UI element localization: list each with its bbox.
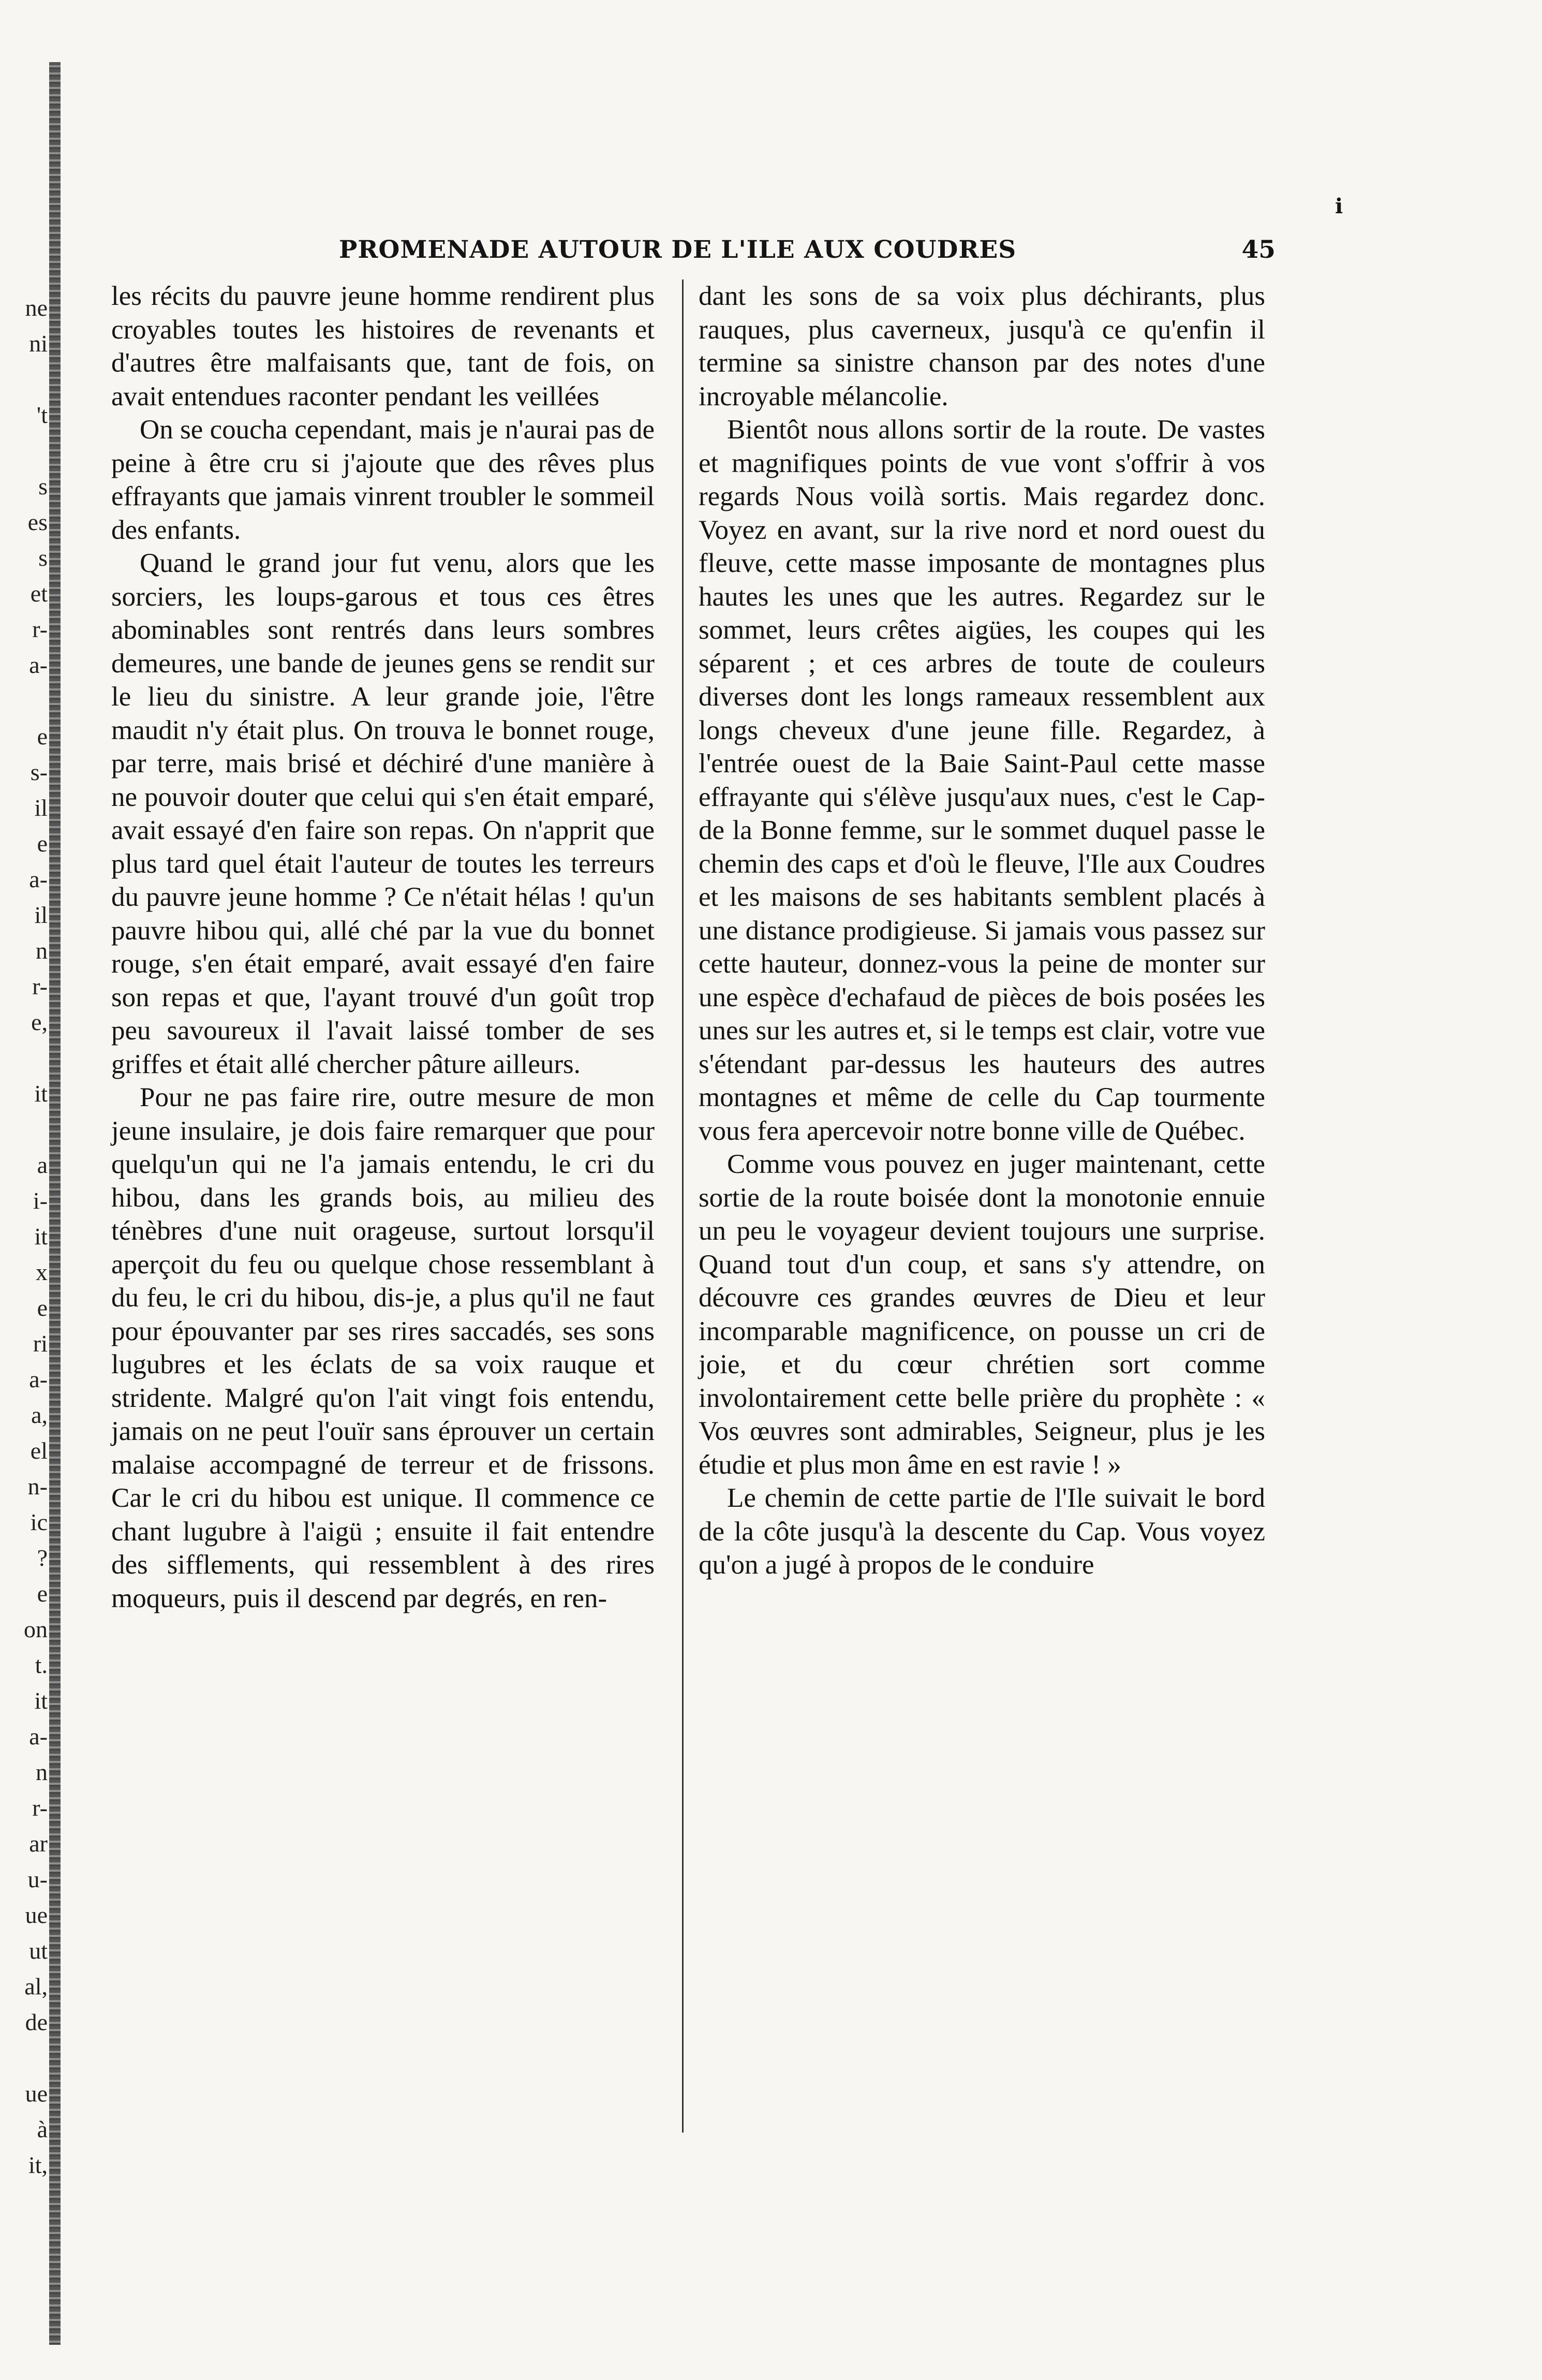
margin-fragment: s <box>38 473 48 499</box>
margin-fragment: x <box>36 1259 48 1285</box>
margin-fragment: s- <box>30 759 48 785</box>
page-number: 45 <box>1241 236 1276 264</box>
margin-fragment: ri <box>33 1330 48 1357</box>
paragraph: Quand le grand jour fut venu, alors que les sorciers, les loups-garous et tous ces êtres abominables sont rentrés dans leurs sombres demeures, une bande de jeunes gens se rendit sur le lieu du sinistre. A leur grande joie, l'être maudit n'y était plus. On trouva le bonnet rouge, par terre, mais brisé et déchiré d'une manière à ne pouvoir douter que celui qui s'en était emparé, avait essayé d'en faire son repas. On n'apprit que plus tard quel était l'auteur de toutes les terreurs du pauvre jeune homme ? Ce n'était hélas ! qu'un pauvre hibou qui, allé ché par la vue du bonnet rouge, s'en était emparé, avait essayé d'en faire son repas et que, l'ayant trouvé d'un goût trop peu savoureux il l'avait laissé tomber de ses griffes et était allé chercher pâture ailleurs. <box>111 548 655 1079</box>
margin-fragment: es <box>27 509 48 535</box>
left-column <box>111 280 655 1615</box>
margin-fragment <box>0 2040 48 2076</box>
margin-fragment: de <box>25 2009 48 2035</box>
margin-fragment: ic <box>30 1509 48 1535</box>
margin-fragment: a- <box>29 866 48 892</box>
margin-fragment: n <box>36 937 48 964</box>
margin-fragment: on <box>24 1616 48 1642</box>
margin-fragment: e, <box>31 1009 48 1035</box>
margin-fragment: et <box>30 580 48 607</box>
margin-fragment: a- <box>29 1366 48 1392</box>
margin-fragment <box>0 361 48 397</box>
margin-fragment: il <box>34 902 48 928</box>
margin-fragment: ue <box>25 1902 48 1928</box>
margin-fragment <box>0 1111 48 1147</box>
margin-fragment: s <box>38 545 48 571</box>
margin-fragment: ni <box>29 330 48 357</box>
margin-fragment: ut <box>29 1937 48 1964</box>
margin-fragment: 't <box>36 402 48 428</box>
margin-fragment <box>0 433 48 468</box>
paragraph: Pour ne pas faire rire, outre mesure de mon jeune insulaire, je dois faire remarquer que pour quelqu'un qui ne l'a jamais entendu, le cri du hibou, dans les grands bois, au milieu des ténèbres d'une nuit orageuse, surtout lorsqu'il aperçoit du feu ou quelque chose ressemblant à du feu, le cri du hibou, dis-je, a plus qu'il ne faut pour épouvanter par ses rires saccadés, ses sons lugubres et les éclats de sa voix rauque et stridente. Malgré qu'on l'ait vingt fois entendu, jamais on ne peut l'ouïr sans éprouver un certain malaise accompagné de terreur et de frissons. Car le cri du hibou est unique. Il commence ce chant lugubre à l'aigü ; ensuite il fait entendre des sifflements, qui ressemblent à des rires moqueurs, puis il descend par degrés, en ren- <box>111 1082 655 1613</box>
margin-fragment: ar <box>29 1830 48 1857</box>
paragraph: On se coucha cependant, mais je n'aurai pas de peine à être cru si j'ajoute que des rêves plus effrayants que jamais vinrent troubler le sommeil des enfants. <box>111 415 655 545</box>
paragraph: dant les sons de sa voix plus déchirants, plus rauques, plus caverneux, jusqu'à ce qu'enfin il termine sa sinistre chanson par des notes d'une incroyable mélancolie. <box>699 281 1265 412</box>
book-binding-shadow <box>49 62 61 2345</box>
margin-fragment: a- <box>29 652 48 678</box>
margin-fragment: it, <box>28 2152 48 2178</box>
paragraph: Bientôt nous allons sortir de la route. De vastes et magnifiques points de vue vont s'offrir à vos regards Nous voilà sortis. Mais regardez donc. Voyez en avant, sur la rive nord et nord ouest du fleuve, cette masse imposante de montagnes plus hautes les unes que les autres. Regardez sur le sommet, leurs crêtes aigües, les coupes qui les séparent ; et ces arbres de toute de couleurs diverses dont les longs rameaux ressemblent aux longs cheveux d'une jeune fille. Regardez, à l'entrée ouest de la Baie Saint-Paul cette masse effrayante qui s'élève jusqu'aux nues, c'est le Cap-de la Bonne femme, sur le sommet duquel passe le chemin des caps et d'où le fleuve, l'Ile aux Coudres et les maisons de ses habitants semblent placés à une distance prodigieuse. Si jamais vous passez sur cette hauteur, donnez-vous la peine de monter sur une espèce d'echafaud de pièces de bois posées les unes sur les autres et, si le temps est clair, votre vue s'étendant par-dessus les hauteurs des autres montagnes et même de celle du Cap tourmente vous fera apercevoir notre bonne ville de Québec. <box>699 415 1265 1146</box>
margin-fragment: ? <box>37 1545 48 1571</box>
margin-fragment: u- <box>27 1866 48 1892</box>
margin-fragment: e <box>37 1580 48 1607</box>
corner-mark: i <box>1335 194 1343 218</box>
running-title: PROMENADE AUTOUR DE L'ILE AUX COUDRES <box>339 236 1017 264</box>
margin-fragment: e <box>37 830 48 857</box>
margin-fragment: t. <box>35 1652 48 1678</box>
margin-fragment: it <box>34 1687 48 1714</box>
margin-fragment <box>0 683 48 718</box>
margin-fragment: il <box>34 795 48 821</box>
margin-fragment: al, <box>24 1973 48 2000</box>
margin-fragment: n- <box>27 1473 48 1500</box>
margin-fragment: n <box>36 1759 48 1785</box>
margin-fragment: r- <box>32 973 48 1000</box>
margin-fragment: r- <box>32 616 48 642</box>
margin-fragment: e <box>37 1295 48 1321</box>
margin-fragment: it <box>34 1223 48 1250</box>
margin-fragment: a- <box>29 1723 48 1750</box>
running-header <box>111 236 1276 267</box>
right-column <box>699 280 1265 1582</box>
margin-fragment: r- <box>32 1795 48 1821</box>
margin-fragment: el <box>30 1437 48 1464</box>
margin-fragment: it <box>34 1080 48 1107</box>
paragraph: Le chemin de cette partie de l'Ile suivait le bord de la côte jusqu'à la descente du Cap. Vous voyez qu'on a jugé à propos de le conduire <box>699 1483 1265 1580</box>
margin-fragment: ue <box>25 2080 48 2107</box>
paragraph: les récits du pauvre jeune homme rendirent plus croyables toutes les histoires de revenants et d'autres être malfaisants que, tant de fois, on avait entendues raconter pendant les veillées <box>111 281 655 412</box>
margin-fragment: a, <box>31 1402 48 1428</box>
margin-fragment: i- <box>33 1187 48 1214</box>
margin-fragment: e <box>37 723 48 750</box>
margin-fragment: à <box>37 2116 48 2142</box>
paragraph: Comme vous pouvez en juger maintenant, cette sortie de la route boisée dont la monotonie ennuie un peu le voyageur devient toujours une surprise. Quand tout d'un coup, et sans s'y attendre, on découvre ces grandes œuvres de Dieu et leur incomparable magnificence, on pousse un cri de joie, et du cœur chrétien sort comme involontairement cette belle prière du prophète : « Vos œuvres sont admirables, Seigneur, plus je les étudie et plus mon âme en est ravie ! » <box>699 1149 1265 1480</box>
facing-page-margin-text <box>0 290 48 2183</box>
margin-fragment: a <box>37 1152 48 1178</box>
column-divider <box>682 280 684 2133</box>
margin-fragment: ne <box>25 295 48 321</box>
margin-fragment <box>0 1040 48 1076</box>
